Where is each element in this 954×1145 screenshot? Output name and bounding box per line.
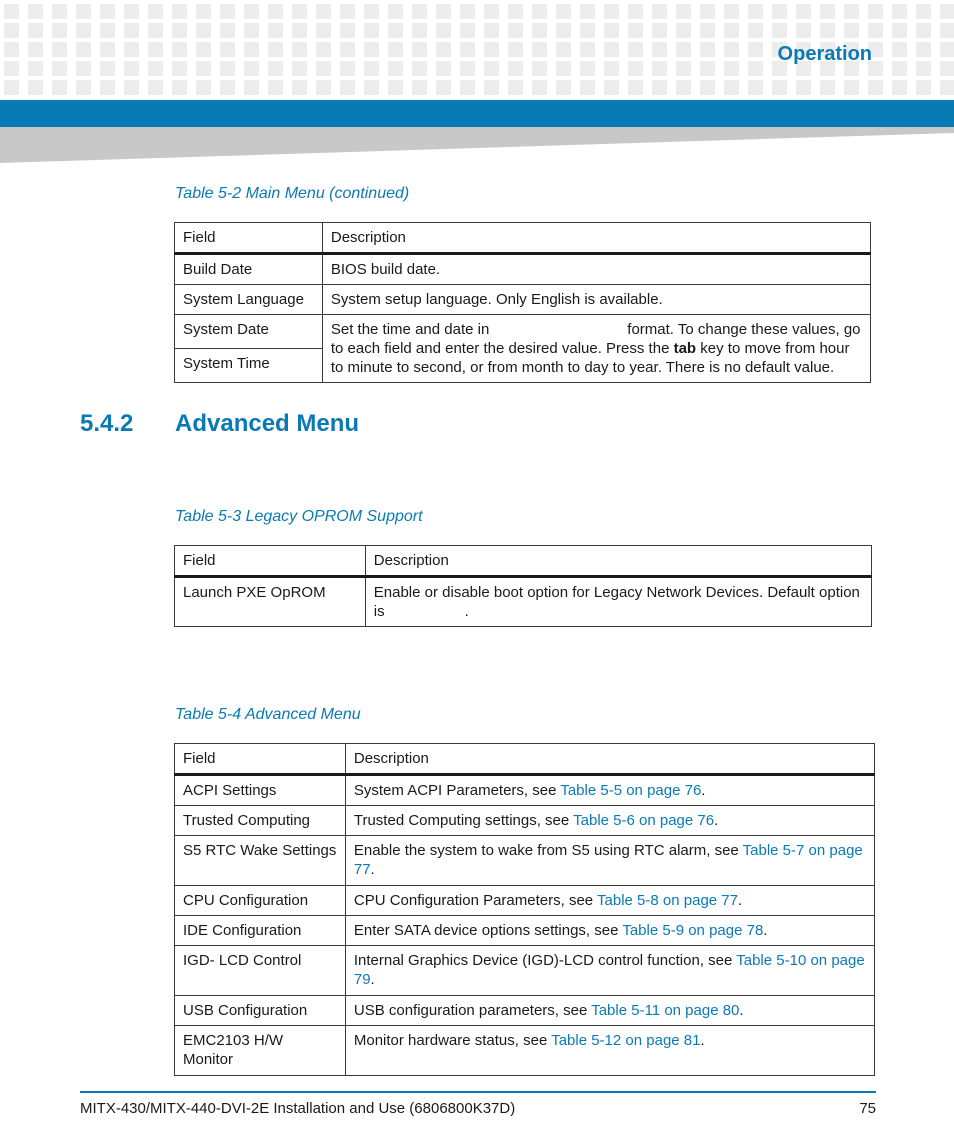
pattern-dot: [220, 61, 235, 76]
pattern-dot: [916, 61, 931, 76]
pattern-dot: [724, 80, 739, 95]
pattern-dot: [724, 42, 739, 57]
pattern-dot: [676, 61, 691, 76]
table-5-2: [174, 222, 871, 383]
pattern-dot: [124, 80, 139, 95]
table-5-3-caption: Table 5-3 Legacy OPROM Support: [175, 508, 423, 525]
pattern-dot: [580, 4, 595, 19]
table-5-2-caption: Table 5-2 Main Menu (continued): [175, 185, 410, 202]
pattern-dot: [892, 61, 907, 76]
pattern-dot: [4, 61, 19, 76]
field-cell: Trusted Computing: [175, 806, 346, 836]
pattern-dot: [700, 80, 715, 95]
pattern-dot: [748, 80, 763, 95]
pattern-dot: [364, 80, 379, 95]
pattern-dot: [76, 42, 91, 57]
table-header-row: [175, 744, 875, 775]
field-cell: S5 RTC Wake Settings: [175, 836, 346, 886]
pattern-dot: [412, 42, 427, 57]
pattern-dot: [604, 4, 619, 19]
pattern-dot: [52, 4, 67, 19]
section-header-title: Operation: [777, 43, 872, 65]
pattern-dot: [388, 42, 403, 57]
table-5-4: [174, 743, 875, 1076]
pattern-dot: [772, 4, 787, 19]
description-cell: [345, 946, 874, 996]
pattern-dot: [124, 23, 139, 38]
pattern-dot: [604, 61, 619, 76]
pattern-dot: [604, 80, 619, 95]
pattern-dot: [412, 61, 427, 76]
pattern-dot: [532, 4, 547, 19]
pattern-dot: [748, 42, 763, 57]
pattern-dot: [436, 42, 451, 57]
pattern-dot: [4, 23, 19, 38]
cross-reference-link[interactable]: Table 5-10 on page 79: [353, 952, 865, 988]
description-text: .: [464, 603, 469, 620]
pattern-dot: [892, 80, 907, 95]
pattern-dot: [532, 80, 547, 95]
pattern-dot: [436, 23, 451, 38]
pattern-dot: [820, 23, 835, 38]
pattern-dot: [268, 4, 283, 19]
pattern-dot: [508, 80, 523, 95]
pattern-dot: [364, 42, 379, 57]
table-row: [175, 836, 875, 886]
pattern-dot: [484, 4, 499, 19]
pattern-dot: [556, 23, 571, 38]
pattern-dot: [604, 23, 619, 38]
pattern-dot: [676, 23, 691, 38]
pattern-dot: [388, 23, 403, 38]
pattern-dot: [268, 23, 283, 38]
description-text: Trusted Computing settings, see: [353, 812, 574, 829]
description-cell: [345, 836, 874, 886]
pattern-dot: [532, 42, 547, 57]
table-header-row: [175, 546, 872, 577]
pattern-dot: [580, 23, 595, 38]
pattern-dot: [196, 42, 211, 57]
pattern-dot: [676, 4, 691, 19]
pattern-dot: [28, 61, 43, 76]
pattern-dot: [508, 42, 523, 57]
table-header-row: [175, 223, 871, 254]
pattern-dot: [556, 42, 571, 57]
pattern-dot: [484, 61, 499, 76]
pattern-dot: [28, 42, 43, 57]
cross-reference-link[interactable]: Table 5-8 on page 77: [597, 892, 738, 909]
pattern-dot: [340, 4, 355, 19]
header-gray-wedge: [0, 127, 954, 163]
pattern-dot: [4, 80, 19, 95]
pattern-dot: [700, 61, 715, 76]
field-cell: IDE Configuration: [175, 916, 346, 946]
pattern-dot: [124, 61, 139, 76]
pattern-dot: [76, 4, 91, 19]
table-5-4-caption: Table 5-4 Advanced Menu: [175, 706, 361, 723]
pattern-dot: [868, 80, 883, 95]
pattern-dot: [316, 23, 331, 38]
pattern-dot: [292, 4, 307, 19]
pattern-dot: [316, 80, 331, 95]
pattern-dot: [940, 4, 954, 19]
description-text: Monitor hardware status, see: [353, 1032, 552, 1049]
pattern-dot: [940, 42, 954, 57]
pattern-dot: [244, 80, 259, 95]
field-cell: CPU Configuration: [175, 886, 346, 916]
pattern-dot: [196, 4, 211, 19]
pattern-dot: [700, 42, 715, 57]
pattern-dot: [196, 61, 211, 76]
pattern-dot: [388, 4, 403, 19]
pattern-dot: [748, 61, 763, 76]
description-text: Internal Graphics Device (IGD)-LCD control function, see: [353, 952, 737, 969]
pattern-dot: [316, 61, 331, 76]
pattern-dot: [532, 61, 547, 76]
pattern-dot: [916, 4, 931, 19]
description-cell: [345, 806, 874, 836]
pattern-dot: [412, 80, 427, 95]
pattern-dot: [484, 80, 499, 95]
description-end: .: [370, 971, 375, 988]
pattern-dot: [28, 80, 43, 95]
footer-document-title: MITX-430/MITX-440-DVI-2E Installation and Use (6806800K37D): [80, 1100, 516, 1117]
pattern-dot: [28, 23, 43, 38]
pattern-dot: [436, 61, 451, 76]
pattern-dot: [724, 23, 739, 38]
pattern-dot: [508, 23, 523, 38]
table-row: [175, 946, 875, 996]
pattern-dot: [844, 80, 859, 95]
section-title: Advanced Menu: [175, 410, 360, 437]
pattern-dot: [844, 23, 859, 38]
pattern-dot: [460, 80, 475, 95]
pattern-dot: [460, 4, 475, 19]
field-cell: IGD- LCD Control: [175, 946, 346, 996]
pattern-dot: [460, 23, 475, 38]
pattern-dot: [580, 61, 595, 76]
table-row: [175, 886, 875, 916]
description-text: Enable the system to wake from S5 using RTC alarm, see: [353, 842, 743, 859]
description-cell: BIOS build date.: [322, 254, 870, 285]
pattern-dot: [484, 23, 499, 38]
cross-reference-link[interactable]: Table 5-7 on page 77: [353, 842, 863, 878]
table-row: [175, 577, 872, 627]
pattern-dot: [148, 42, 163, 57]
pattern-dot: [100, 4, 115, 19]
field-cell: System Time: [175, 349, 323, 383]
pattern-dot: [28, 4, 43, 19]
table-5-3: [174, 545, 872, 627]
pattern-dot: [268, 80, 283, 95]
pattern-dot: [604, 42, 619, 57]
cross-reference-link[interactable]: Table 5-6 on page 76: [573, 812, 715, 829]
pattern-dot: [676, 80, 691, 95]
pattern-dot: [940, 23, 954, 38]
pattern-dot: [76, 61, 91, 76]
pattern-dot: [4, 42, 19, 57]
field-cell: System Language: [175, 285, 323, 315]
pattern-dot: [172, 80, 187, 95]
pattern-dot: [676, 42, 691, 57]
pattern-dot: [916, 80, 931, 95]
table-row: [175, 315, 871, 349]
pattern-dot: [628, 4, 643, 19]
footer-rule: [80, 1091, 876, 1093]
pattern-dot: [340, 42, 355, 57]
pattern-dot: [796, 23, 811, 38]
pattern-dot: [148, 61, 163, 76]
pattern-dot: [172, 4, 187, 19]
pattern-dot: [580, 42, 595, 57]
table-row: [175, 916, 875, 946]
description-cell: [365, 577, 871, 627]
pattern-dot: [748, 23, 763, 38]
description-cell: [345, 1026, 874, 1076]
pattern-dot: [652, 61, 667, 76]
pattern-dot: [124, 42, 139, 57]
pattern-dot: [484, 42, 499, 57]
table-row: [175, 285, 871, 315]
description-text: format. To change these values, go to each field and enter the desired value. Press the: [330, 321, 861, 357]
cross-reference-link[interactable]: Table 5-5 on page 76: [560, 782, 702, 799]
table-row: [175, 254, 871, 285]
pattern-dot: [508, 4, 523, 19]
pattern-dot: [172, 23, 187, 38]
description-cell: [345, 775, 874, 806]
column-header-field: Field: [175, 546, 366, 577]
column-header-description: Description: [365, 546, 871, 577]
pattern-dot: [172, 61, 187, 76]
field-cell: EMC2103 H/W Monitor: [175, 1026, 346, 1076]
pattern-dot: [220, 4, 235, 19]
pattern-dot: [436, 4, 451, 19]
description-text: Set the time and date in: [330, 321, 490, 338]
pattern-dot: [292, 80, 307, 95]
pattern-dot: [124, 4, 139, 19]
pattern-dot: [268, 61, 283, 76]
pattern-dot: [652, 23, 667, 38]
pattern-dot: [460, 61, 475, 76]
pattern-dot: [220, 42, 235, 57]
pattern-dot: [532, 23, 547, 38]
pattern-dot: [100, 80, 115, 95]
pattern-dot: [724, 61, 739, 76]
pattern-dot: [844, 4, 859, 19]
pattern-dot: [388, 80, 403, 95]
description-end: .: [701, 782, 706, 799]
description-text: CPU Configuration Parameters, see: [353, 892, 598, 909]
pattern-dot: [796, 4, 811, 19]
pattern-dot: [820, 4, 835, 19]
pattern-dot: [340, 80, 355, 95]
pattern-dot: [940, 80, 954, 95]
pattern-dot: [244, 42, 259, 57]
pattern-dot: [76, 23, 91, 38]
pattern-dot: [700, 23, 715, 38]
pattern-dot: [892, 23, 907, 38]
pattern-dot: [556, 80, 571, 95]
pattern-dot: [52, 61, 67, 76]
pattern-dot: [556, 4, 571, 19]
description-end: .: [763, 922, 768, 939]
pattern-dot: [892, 42, 907, 57]
pattern-dot: [244, 4, 259, 19]
pattern-dot: [556, 61, 571, 76]
pattern-dot: [148, 4, 163, 19]
pattern-dot: [148, 23, 163, 38]
column-header-description: Description: [345, 744, 874, 775]
pattern-dot: [868, 4, 883, 19]
pattern-dot: [268, 42, 283, 57]
table-row: [175, 775, 875, 806]
key-name: tab: [673, 340, 697, 357]
pattern-dot: [436, 80, 451, 95]
pattern-dot: [772, 23, 787, 38]
pattern-dot: [940, 61, 954, 76]
pattern-dot: [772, 80, 787, 95]
cross-reference-link[interactable]: Table 5-9 on page 78: [622, 922, 764, 939]
pattern-dot: [628, 42, 643, 57]
pattern-dot: [316, 42, 331, 57]
pattern-dot: [244, 61, 259, 76]
pattern-dot: [748, 4, 763, 19]
field-cell: ACPI Settings: [175, 775, 346, 806]
description-text: Enable or disable boot option for Legacy Network Devices. Default option is: [373, 584, 860, 620]
pattern-dot: [700, 4, 715, 19]
pattern-dot: [340, 61, 355, 76]
description-text: USB configuration parameters, see: [353, 1002, 592, 1019]
description-text: key to move from hour to minute to second, or from month to day to year. There is no default value.: [330, 340, 850, 376]
pattern-dot: [196, 80, 211, 95]
pattern-dot: [364, 61, 379, 76]
column-header-field: Field: [175, 744, 346, 775]
description-cell: [345, 996, 874, 1026]
pattern-dot: [580, 80, 595, 95]
section-number: 5.4.2: [80, 410, 134, 437]
pattern-dot: [652, 80, 667, 95]
table-row: [175, 996, 875, 1026]
pattern-dot: [292, 23, 307, 38]
pattern-dot: [652, 42, 667, 57]
cross-reference-link[interactable]: Table 5-12 on page 81: [551, 1032, 701, 1049]
pattern-dot: [316, 4, 331, 19]
field-cell: USB Configuration: [175, 996, 346, 1026]
pattern-dot: [340, 23, 355, 38]
pattern-dot: [460, 42, 475, 57]
pattern-dot: [412, 4, 427, 19]
pattern-dot: [412, 23, 427, 38]
pattern-dot: [724, 4, 739, 19]
pattern-dot: [100, 61, 115, 76]
pattern-dot: [76, 80, 91, 95]
column-header-field: Field: [175, 223, 323, 254]
pattern-dot: [148, 80, 163, 95]
pattern-dot: [52, 42, 67, 57]
pattern-dot: [892, 4, 907, 19]
description-end: .: [370, 861, 375, 878]
pattern-dot: [820, 80, 835, 95]
pattern-dot: [52, 23, 67, 38]
pattern-dot: [292, 61, 307, 76]
pattern-dot: [868, 23, 883, 38]
description-text: System ACPI Parameters, see: [353, 782, 561, 799]
pattern-dot: [220, 23, 235, 38]
pattern-dot: [4, 4, 19, 19]
pattern-dot: [292, 42, 307, 57]
pattern-dot: [100, 23, 115, 38]
description-end: .: [737, 892, 743, 909]
table-row: [175, 1026, 875, 1076]
field-cell: System Date: [175, 315, 323, 349]
pattern-dot: [364, 4, 379, 19]
description-text: Enter SATA device options settings, see: [353, 922, 623, 939]
pattern-dot: [220, 80, 235, 95]
description-cell: [345, 886, 874, 916]
pattern-dot: [100, 42, 115, 57]
pattern-dot: [364, 23, 379, 38]
pattern-dot: [916, 42, 931, 57]
description-end: .: [700, 1032, 705, 1049]
pattern-dot: [628, 61, 643, 76]
cross-reference-link[interactable]: Table 5-11 on page 80: [591, 1002, 740, 1019]
pattern-dot: [388, 61, 403, 76]
description-cell: System setup language. Only English is available.: [322, 285, 870, 315]
table-row: [175, 806, 875, 836]
section-heading: [80, 410, 359, 438]
pattern-dot: [628, 80, 643, 95]
description-cell: [345, 916, 874, 946]
column-header-description: Description: [322, 223, 870, 254]
field-cell: Build Date: [175, 254, 323, 285]
description-end: .: [714, 812, 719, 829]
pattern-dot: [172, 42, 187, 57]
field-cell: Launch PXE OpROM: [175, 577, 366, 627]
description-end: .: [739, 1002, 744, 1019]
pattern-dot: [52, 80, 67, 95]
pattern-dot: [652, 4, 667, 19]
pattern-dot: [196, 23, 211, 38]
pattern-dot: [508, 61, 523, 76]
page-number: 75: [859, 1100, 876, 1117]
pattern-dot: [916, 23, 931, 38]
pattern-dot: [796, 80, 811, 95]
description-cell: [322, 315, 870, 383]
header-blue-band: [0, 100, 954, 127]
pattern-dot: [628, 23, 643, 38]
pattern-dot: [244, 23, 259, 38]
